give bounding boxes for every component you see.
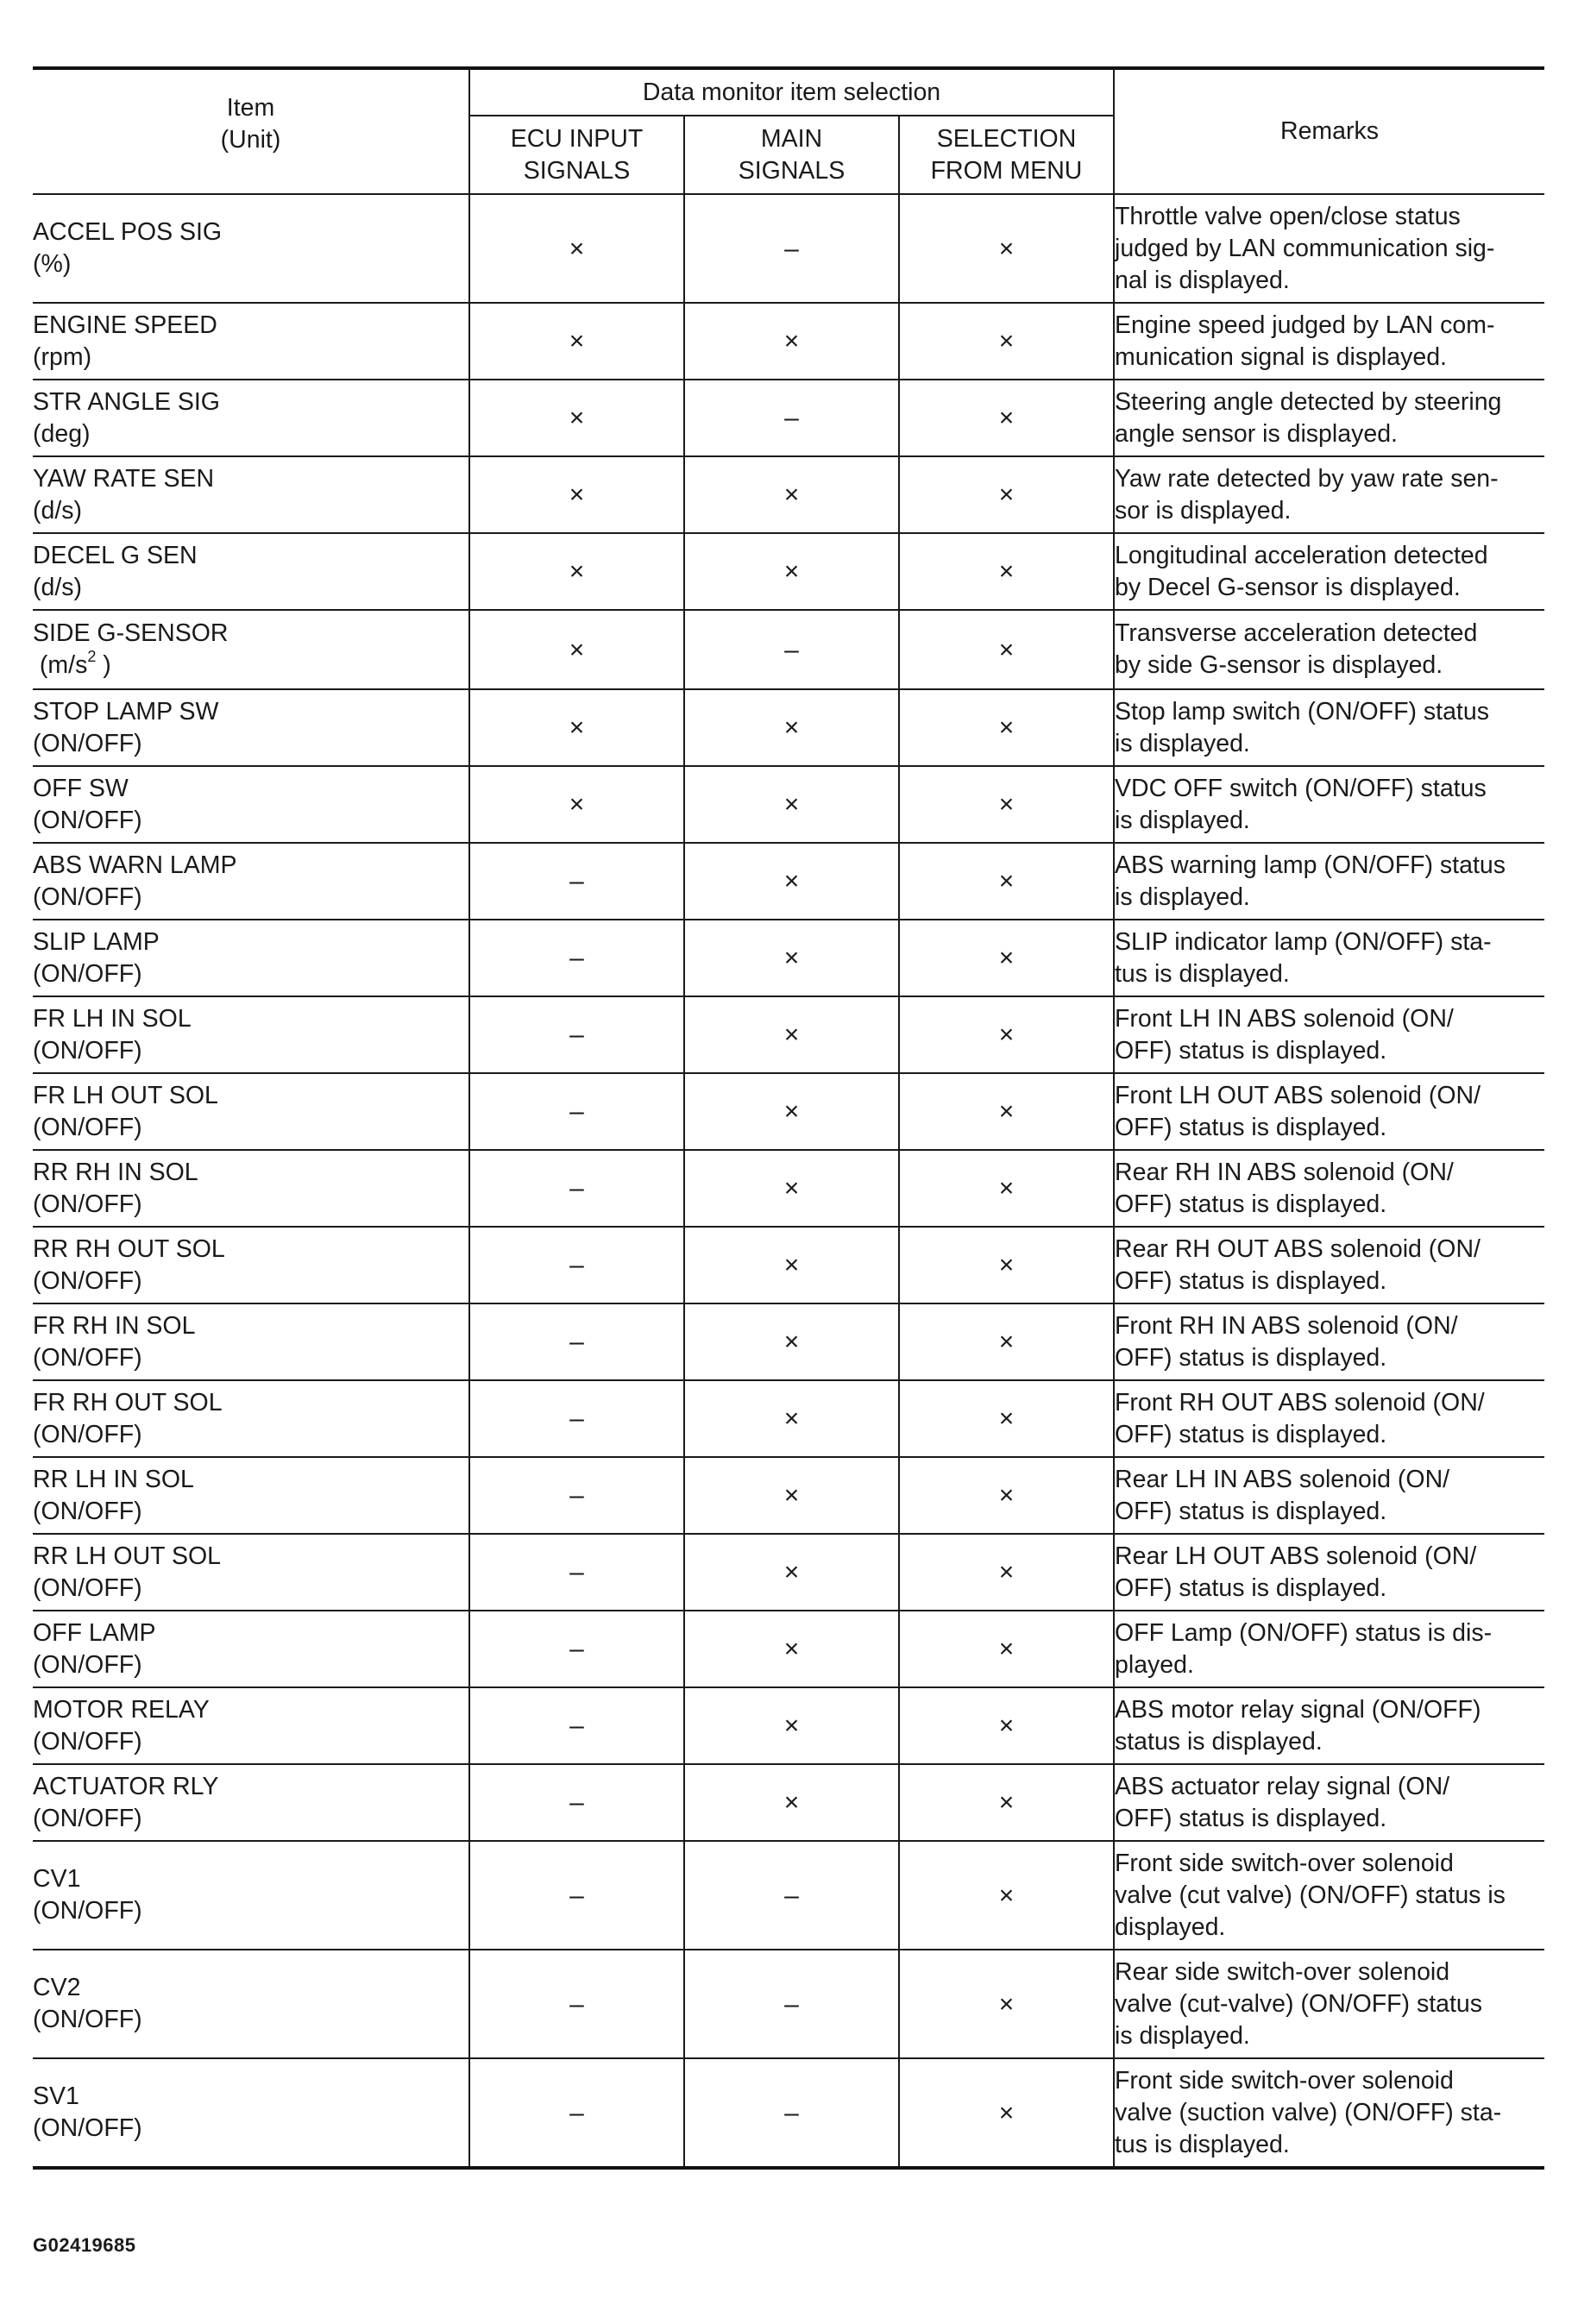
remarks-cell bbox=[1114, 533, 1544, 610]
item-unit-text: (deg) bbox=[33, 419, 91, 448]
remarks-text: Yaw rate detected by yaw rate sen- sor is displayed. bbox=[1115, 464, 1499, 524]
item-unit-text: (ON/OFF) bbox=[33, 882, 142, 911]
main-signals-mark: × bbox=[684, 1380, 899, 1457]
table-row bbox=[33, 610, 1544, 689]
selection-from-menu-mark: × bbox=[899, 766, 1114, 843]
table-row bbox=[33, 303, 1544, 380]
remarks-cell bbox=[1114, 1534, 1544, 1611]
item-unit bbox=[33, 1649, 468, 1681]
selection-from-menu-mark: × bbox=[899, 533, 1114, 610]
item-name: SV1 bbox=[33, 2082, 79, 2110]
item-cell bbox=[33, 380, 469, 456]
item-unit-text: (ON/OFF) bbox=[33, 1650, 142, 1679]
remarks-cell bbox=[1114, 1073, 1544, 1150]
selection-from-menu-mark: × bbox=[899, 1150, 1114, 1227]
item-unit bbox=[33, 882, 468, 914]
table-row bbox=[33, 1841, 1544, 1950]
item-unit bbox=[33, 1419, 468, 1451]
item-unit bbox=[33, 958, 468, 990]
main-signals-mark: × bbox=[684, 533, 899, 610]
ecu-input-signals-mark: × bbox=[469, 689, 684, 766]
item-cell bbox=[33, 303, 469, 380]
item-name: RR LH IN SOL bbox=[33, 1465, 194, 1493]
item-name: SIDE G-SENSOR bbox=[33, 619, 229, 647]
remarks-text: Engine speed judged by LAN com- munication signal is displayed. bbox=[1115, 311, 1495, 371]
ecu-input-signals-mark: – bbox=[469, 1950, 684, 2058]
table-row bbox=[33, 1764, 1544, 1841]
table-row bbox=[33, 843, 1544, 920]
item-unit-text: (ON/OFF) bbox=[33, 1113, 142, 1141]
item-name: CV1 bbox=[33, 1865, 81, 1893]
table-row bbox=[33, 996, 1544, 1073]
main-signals-mark: × bbox=[684, 920, 899, 996]
item-cell bbox=[33, 610, 469, 689]
remarks-text: VDC OFF switch (ON/OFF) status is displayed. bbox=[1115, 774, 1487, 834]
ecu-input-signals-mark: – bbox=[469, 1150, 684, 1227]
item-unit bbox=[33, 1035, 468, 1067]
selection-from-menu-mark: × bbox=[899, 1073, 1114, 1150]
item-name: OFF LAMP bbox=[33, 1618, 156, 1647]
remarks-cell bbox=[1114, 766, 1544, 843]
main-signals-mark: × bbox=[684, 1457, 899, 1534]
selection-from-menu-mark: × bbox=[899, 1227, 1114, 1303]
item-unit-text: (ON/OFF) bbox=[33, 2114, 142, 2142]
header-remarks: Remarks bbox=[1114, 68, 1544, 194]
item-unit-text: (ON/OFF) bbox=[33, 1266, 142, 1295]
item-cell bbox=[33, 456, 469, 533]
selection-from-menu-mark: × bbox=[899, 380, 1114, 456]
item-unit bbox=[33, 1573, 468, 1605]
item-unit bbox=[33, 495, 468, 527]
item-cell bbox=[33, 689, 469, 766]
main-signals-mark: – bbox=[684, 1841, 899, 1950]
ecu-input-signals-mark: – bbox=[469, 1764, 684, 1841]
main-signals-mark: – bbox=[684, 1950, 899, 2058]
table-row bbox=[33, 920, 1544, 996]
selection-from-menu-mark: × bbox=[899, 689, 1114, 766]
ecu-input-signals-mark: – bbox=[469, 1303, 684, 1380]
main-signals-mark: × bbox=[684, 689, 899, 766]
item-cell bbox=[33, 533, 469, 610]
item-unit-text: (rpm) bbox=[33, 342, 92, 371]
item-unit bbox=[33, 1803, 468, 1835]
item-unit bbox=[33, 2113, 468, 2145]
item-unit-text: (d/s) bbox=[33, 573, 82, 601]
item-name: RR RH OUT SOL bbox=[33, 1234, 225, 1263]
data-monitor-table bbox=[33, 66, 1544, 2170]
remarks-text: Rear side switch-over solenoid valve (cut-valve) (ON/OFF) status is displayed. bbox=[1115, 1957, 1482, 2050]
ecu-input-signals-mark: × bbox=[469, 194, 684, 303]
main-signals-mark: × bbox=[684, 1227, 899, 1303]
selection-from-menu-mark: × bbox=[899, 610, 1114, 689]
remarks-text: Front RH OUT ABS solenoid (ON/ OFF) status is displayed. bbox=[1115, 1388, 1485, 1448]
main-signals-mark: – bbox=[684, 194, 899, 303]
selection-from-menu-mark: × bbox=[899, 1950, 1114, 2058]
header-selection-from-menu: SELECTION FROM MENU bbox=[899, 116, 1114, 194]
item-unit-text: (ON/OFF) bbox=[33, 1804, 142, 1832]
remarks-cell bbox=[1114, 1457, 1544, 1534]
remarks-text: ABS warning lamp (ON/OFF) status is displayed. bbox=[1115, 851, 1506, 911]
main-signals-mark: × bbox=[684, 1073, 899, 1150]
ecu-input-signals-mark: – bbox=[469, 1534, 684, 1611]
item-unit bbox=[33, 342, 468, 374]
item-name: FR LH OUT SOL bbox=[33, 1081, 218, 1109]
main-signals-mark: – bbox=[684, 2058, 899, 2168]
ecu-input-signals-mark: – bbox=[469, 2058, 684, 2168]
remarks-text: Transverse acceleration detected by side G-sensor is displayed. bbox=[1115, 619, 1478, 679]
item-unit-text: (ON/OFF) bbox=[33, 1727, 142, 1756]
remarks-text: Rear RH OUT ABS solenoid (ON/ OFF) status is displayed. bbox=[1115, 1234, 1481, 1295]
selection-from-menu-mark: × bbox=[899, 303, 1114, 380]
item-unit-text: (ON/OFF) bbox=[33, 2006, 142, 2033]
remarks-text: Front side switch-over solenoid valve (suction valve) (ON/OFF) sta- tus is displayed. bbox=[1115, 2066, 1502, 2158]
main-signals-mark: × bbox=[684, 766, 899, 843]
item-unit bbox=[33, 418, 468, 450]
item-cell bbox=[33, 920, 469, 996]
main-signals-mark: × bbox=[684, 1303, 899, 1380]
ecu-input-signals-mark: – bbox=[469, 1841, 684, 1950]
remarks-cell bbox=[1114, 456, 1544, 533]
selection-from-menu-mark: × bbox=[899, 194, 1114, 303]
main-signals-mark: × bbox=[684, 1150, 899, 1227]
ecu-input-signals-mark: – bbox=[469, 996, 684, 1073]
item-cell bbox=[33, 1457, 469, 1534]
item-name: SLIP LAMP bbox=[33, 927, 160, 956]
item-unit bbox=[33, 1726, 468, 1758]
item-name: FR RH IN SOL bbox=[33, 1311, 196, 1340]
item-cell bbox=[33, 1303, 469, 1380]
remarks-cell bbox=[1114, 1150, 1544, 1227]
selection-from-menu-mark: × bbox=[899, 456, 1114, 533]
item-cell bbox=[33, 1841, 469, 1950]
item-name: ABS WARN LAMP bbox=[33, 851, 237, 879]
table-row bbox=[33, 380, 1544, 456]
item-unit-text: (m/s bbox=[33, 651, 88, 679]
remarks-text: Front LH OUT ABS solenoid (ON/ OFF) status is displayed. bbox=[1115, 1081, 1481, 1141]
remarks-text: Throttle valve open/close status judged by LAN communication sig- nal is displayed. bbox=[1115, 202, 1495, 294]
ecu-input-signals-mark: – bbox=[469, 1227, 684, 1303]
item-unit bbox=[33, 1895, 468, 1927]
remarks-cell bbox=[1114, 843, 1544, 920]
item-name: DECEL G SEN bbox=[33, 541, 198, 569]
item-name: RR LH OUT SOL bbox=[33, 1542, 222, 1570]
remarks-cell bbox=[1114, 1841, 1544, 1950]
item-name: ACCEL POS SIG bbox=[33, 218, 223, 246]
item-cell bbox=[33, 1764, 469, 1841]
remarks-cell bbox=[1114, 194, 1544, 303]
table-row bbox=[33, 533, 1544, 610]
table-row bbox=[33, 1457, 1544, 1534]
selection-from-menu-mark: × bbox=[899, 843, 1114, 920]
table-row bbox=[33, 689, 1544, 766]
item-unit bbox=[33, 2004, 468, 2036]
ecu-input-signals-mark: – bbox=[469, 1457, 684, 1534]
main-signals-mark: – bbox=[684, 380, 899, 456]
item-cell bbox=[33, 1150, 469, 1227]
item-unit-text: (%) bbox=[33, 250, 72, 278]
remarks-text: Rear LH IN ABS solenoid (ON/ OFF) status is displayed. bbox=[1115, 1465, 1450, 1525]
item-unit bbox=[33, 572, 468, 604]
selection-from-menu-mark: × bbox=[899, 996, 1114, 1073]
selection-from-menu-mark: × bbox=[899, 1303, 1114, 1380]
item-name: FR RH OUT SOL bbox=[33, 1388, 223, 1416]
ecu-input-signals-mark: – bbox=[469, 843, 684, 920]
main-signals-mark: × bbox=[684, 1687, 899, 1764]
item-unit-text: (ON/OFF) bbox=[33, 959, 142, 988]
remarks-cell bbox=[1114, 303, 1544, 380]
ecu-input-signals-mark: × bbox=[469, 303, 684, 380]
ecu-input-signals-mark: × bbox=[469, 533, 684, 610]
item-unit-text: (ON/OFF) bbox=[33, 1190, 142, 1218]
ecu-input-signals-mark: – bbox=[469, 1611, 684, 1687]
item-cell bbox=[33, 2058, 469, 2168]
item-cell bbox=[33, 1687, 469, 1764]
item-unit bbox=[33, 728, 468, 760]
main-signals-mark: × bbox=[684, 843, 899, 920]
remarks-text: Front LH IN ABS solenoid (ON/ OFF) status is displayed. bbox=[1115, 1004, 1454, 1065]
header-data-monitor-item-selection: Data monitor item selection bbox=[469, 68, 1114, 116]
selection-from-menu-mark: × bbox=[899, 1457, 1114, 1534]
item-unit bbox=[33, 805, 468, 837]
item-cell bbox=[33, 194, 469, 303]
header-main-signals: MAIN SIGNALS bbox=[684, 116, 899, 194]
item-cell bbox=[33, 766, 469, 843]
table-row bbox=[33, 2058, 1544, 2168]
item-unit bbox=[33, 1189, 468, 1221]
header-item-unit: Item (Unit) bbox=[33, 68, 469, 194]
item-name: FR LH IN SOL bbox=[33, 1004, 192, 1033]
ecu-input-signals-mark: – bbox=[469, 920, 684, 996]
item-cell bbox=[33, 1380, 469, 1457]
remarks-text: Rear LH OUT ABS solenoid (ON/ OFF) status is displayed. bbox=[1115, 1542, 1477, 1602]
item-unit bbox=[33, 1266, 468, 1297]
item-cell bbox=[33, 1534, 469, 1611]
ecu-input-signals-mark: – bbox=[469, 1687, 684, 1764]
item-cell bbox=[33, 843, 469, 920]
main-signals-mark: × bbox=[684, 456, 899, 533]
table-row bbox=[33, 766, 1544, 843]
item-unit bbox=[33, 647, 468, 681]
item-unit-text: (ON/OFF) bbox=[33, 1497, 142, 1525]
figure-code: G02419685 bbox=[33, 2234, 136, 2256]
item-unit-text: (ON/OFF) bbox=[33, 1573, 142, 1602]
main-signals-mark: × bbox=[684, 1611, 899, 1687]
remarks-text: Rear RH IN ABS solenoid (ON/ OFF) status is displayed. bbox=[1115, 1158, 1454, 1218]
item-name: YAW RATE SEN bbox=[33, 464, 215, 493]
main-signals-mark: – bbox=[684, 610, 899, 689]
remarks-cell bbox=[1114, 996, 1544, 1073]
table-row bbox=[33, 1950, 1544, 2058]
remarks-cell bbox=[1114, 380, 1544, 456]
item-name: CV2 bbox=[33, 1974, 81, 2001]
item-name: STR ANGLE SIG bbox=[33, 387, 220, 416]
item-unit-text: (ON/OFF) bbox=[33, 1343, 142, 1372]
table-header bbox=[33, 68, 1544, 194]
item-name: ACTUATOR RLY bbox=[33, 1772, 219, 1800]
ecu-input-signals-mark: × bbox=[469, 610, 684, 689]
remarks-cell bbox=[1114, 610, 1544, 689]
ecu-input-signals-mark: × bbox=[469, 766, 684, 843]
item-unit bbox=[33, 1496, 468, 1528]
selection-from-menu-mark: × bbox=[899, 1611, 1114, 1687]
remarks-text: SLIP indicator lamp (ON/OFF) sta- tus is displayed. bbox=[1115, 927, 1492, 988]
remarks-text: Stop lamp switch (ON/OFF) status is displayed. bbox=[1115, 697, 1489, 757]
item-unit-text: (ON/OFF) bbox=[33, 1897, 142, 1925]
selection-from-menu-mark: × bbox=[899, 1764, 1114, 1841]
item-cell bbox=[33, 1950, 469, 2058]
item-cell bbox=[33, 996, 469, 1073]
selection-from-menu-mark: × bbox=[899, 1380, 1114, 1457]
remarks-cell bbox=[1114, 1227, 1544, 1303]
item-unit-text: (ON/OFF) bbox=[33, 1420, 142, 1448]
remarks-cell bbox=[1114, 1764, 1544, 1841]
ecu-input-signals-mark: × bbox=[469, 380, 684, 456]
item-name: OFF SW bbox=[33, 774, 129, 802]
table-row bbox=[33, 1150, 1544, 1227]
remarks-cell bbox=[1114, 1303, 1544, 1380]
selection-from-menu-mark: × bbox=[899, 1687, 1114, 1764]
item-unit-text: (ON/OFF) bbox=[33, 1036, 142, 1065]
item-unit bbox=[33, 248, 468, 280]
selection-from-menu-mark: × bbox=[899, 920, 1114, 996]
item-unit-text: (ON/OFF) bbox=[33, 729, 142, 757]
remarks-cell bbox=[1114, 1687, 1544, 1764]
table-row bbox=[33, 1073, 1544, 1150]
item-name: MOTOR RELAY bbox=[33, 1695, 210, 1724]
item-unit-superscript: 2 bbox=[87, 647, 97, 665]
main-signals-mark: × bbox=[684, 1764, 899, 1841]
remarks-cell bbox=[1114, 689, 1544, 766]
table-row bbox=[33, 1687, 1544, 1764]
item-unit bbox=[33, 1342, 468, 1374]
item-cell bbox=[33, 1227, 469, 1303]
main-signals-mark: × bbox=[684, 303, 899, 380]
remarks-cell bbox=[1114, 1380, 1544, 1457]
remarks-text: ABS actuator relay signal (ON/ OFF) status is displayed. bbox=[1115, 1772, 1450, 1832]
main-signals-mark: × bbox=[684, 1534, 899, 1611]
remarks-text: ABS motor relay signal (ON/OFF) status is displayed. bbox=[1115, 1695, 1481, 1756]
remarks-cell bbox=[1114, 1950, 1544, 2058]
item-name: RR RH IN SOL bbox=[33, 1158, 198, 1186]
remarks-cell bbox=[1114, 2058, 1544, 2168]
remarks-text: Front RH IN ABS solenoid (ON/ OFF) status is displayed. bbox=[1115, 1311, 1458, 1372]
ecu-input-signals-mark: × bbox=[469, 456, 684, 533]
table-row bbox=[33, 456, 1544, 533]
item-unit-tail: ) bbox=[96, 651, 111, 679]
selection-from-menu-mark: × bbox=[899, 2058, 1114, 2168]
item-cell bbox=[33, 1073, 469, 1150]
header-ecu-input-signals: ECU INPUT SIGNALS bbox=[469, 116, 684, 194]
table-row bbox=[33, 1611, 1544, 1687]
item-unit-text: (ON/OFF) bbox=[33, 806, 142, 834]
item-unit bbox=[33, 1112, 468, 1144]
remarks-cell bbox=[1114, 1611, 1544, 1687]
selection-from-menu-mark: × bbox=[899, 1841, 1114, 1950]
item-unit-text: (d/s) bbox=[33, 496, 82, 524]
remarks-text: Front side switch-over solenoid valve (cut valve) (ON/OFF) status is displayed. bbox=[1115, 1849, 1506, 1941]
table-row bbox=[33, 1227, 1544, 1303]
remarks-text: Steering angle detected by steering angle sensor is displayed. bbox=[1115, 387, 1502, 448]
remarks-text: Longitudinal acceleration detected by Decel G-sensor is displayed. bbox=[1115, 541, 1488, 601]
item-cell bbox=[33, 1611, 469, 1687]
table-body bbox=[33, 194, 1544, 2168]
item-name: STOP LAMP SW bbox=[33, 697, 219, 725]
main-signals-mark: × bbox=[684, 996, 899, 1073]
remarks-text: OFF Lamp (ON/OFF) status is dis- played. bbox=[1115, 1618, 1493, 1679]
ecu-input-signals-mark: – bbox=[469, 1073, 684, 1150]
table-row bbox=[33, 194, 1544, 303]
ecu-input-signals-mark: – bbox=[469, 1380, 684, 1457]
table-row bbox=[33, 1534, 1544, 1611]
remarks-cell bbox=[1114, 920, 1544, 996]
table-row bbox=[33, 1380, 1544, 1457]
table-row bbox=[33, 1303, 1544, 1380]
item-name: ENGINE SPEED bbox=[33, 311, 217, 339]
selection-from-menu-mark: × bbox=[899, 1534, 1114, 1611]
